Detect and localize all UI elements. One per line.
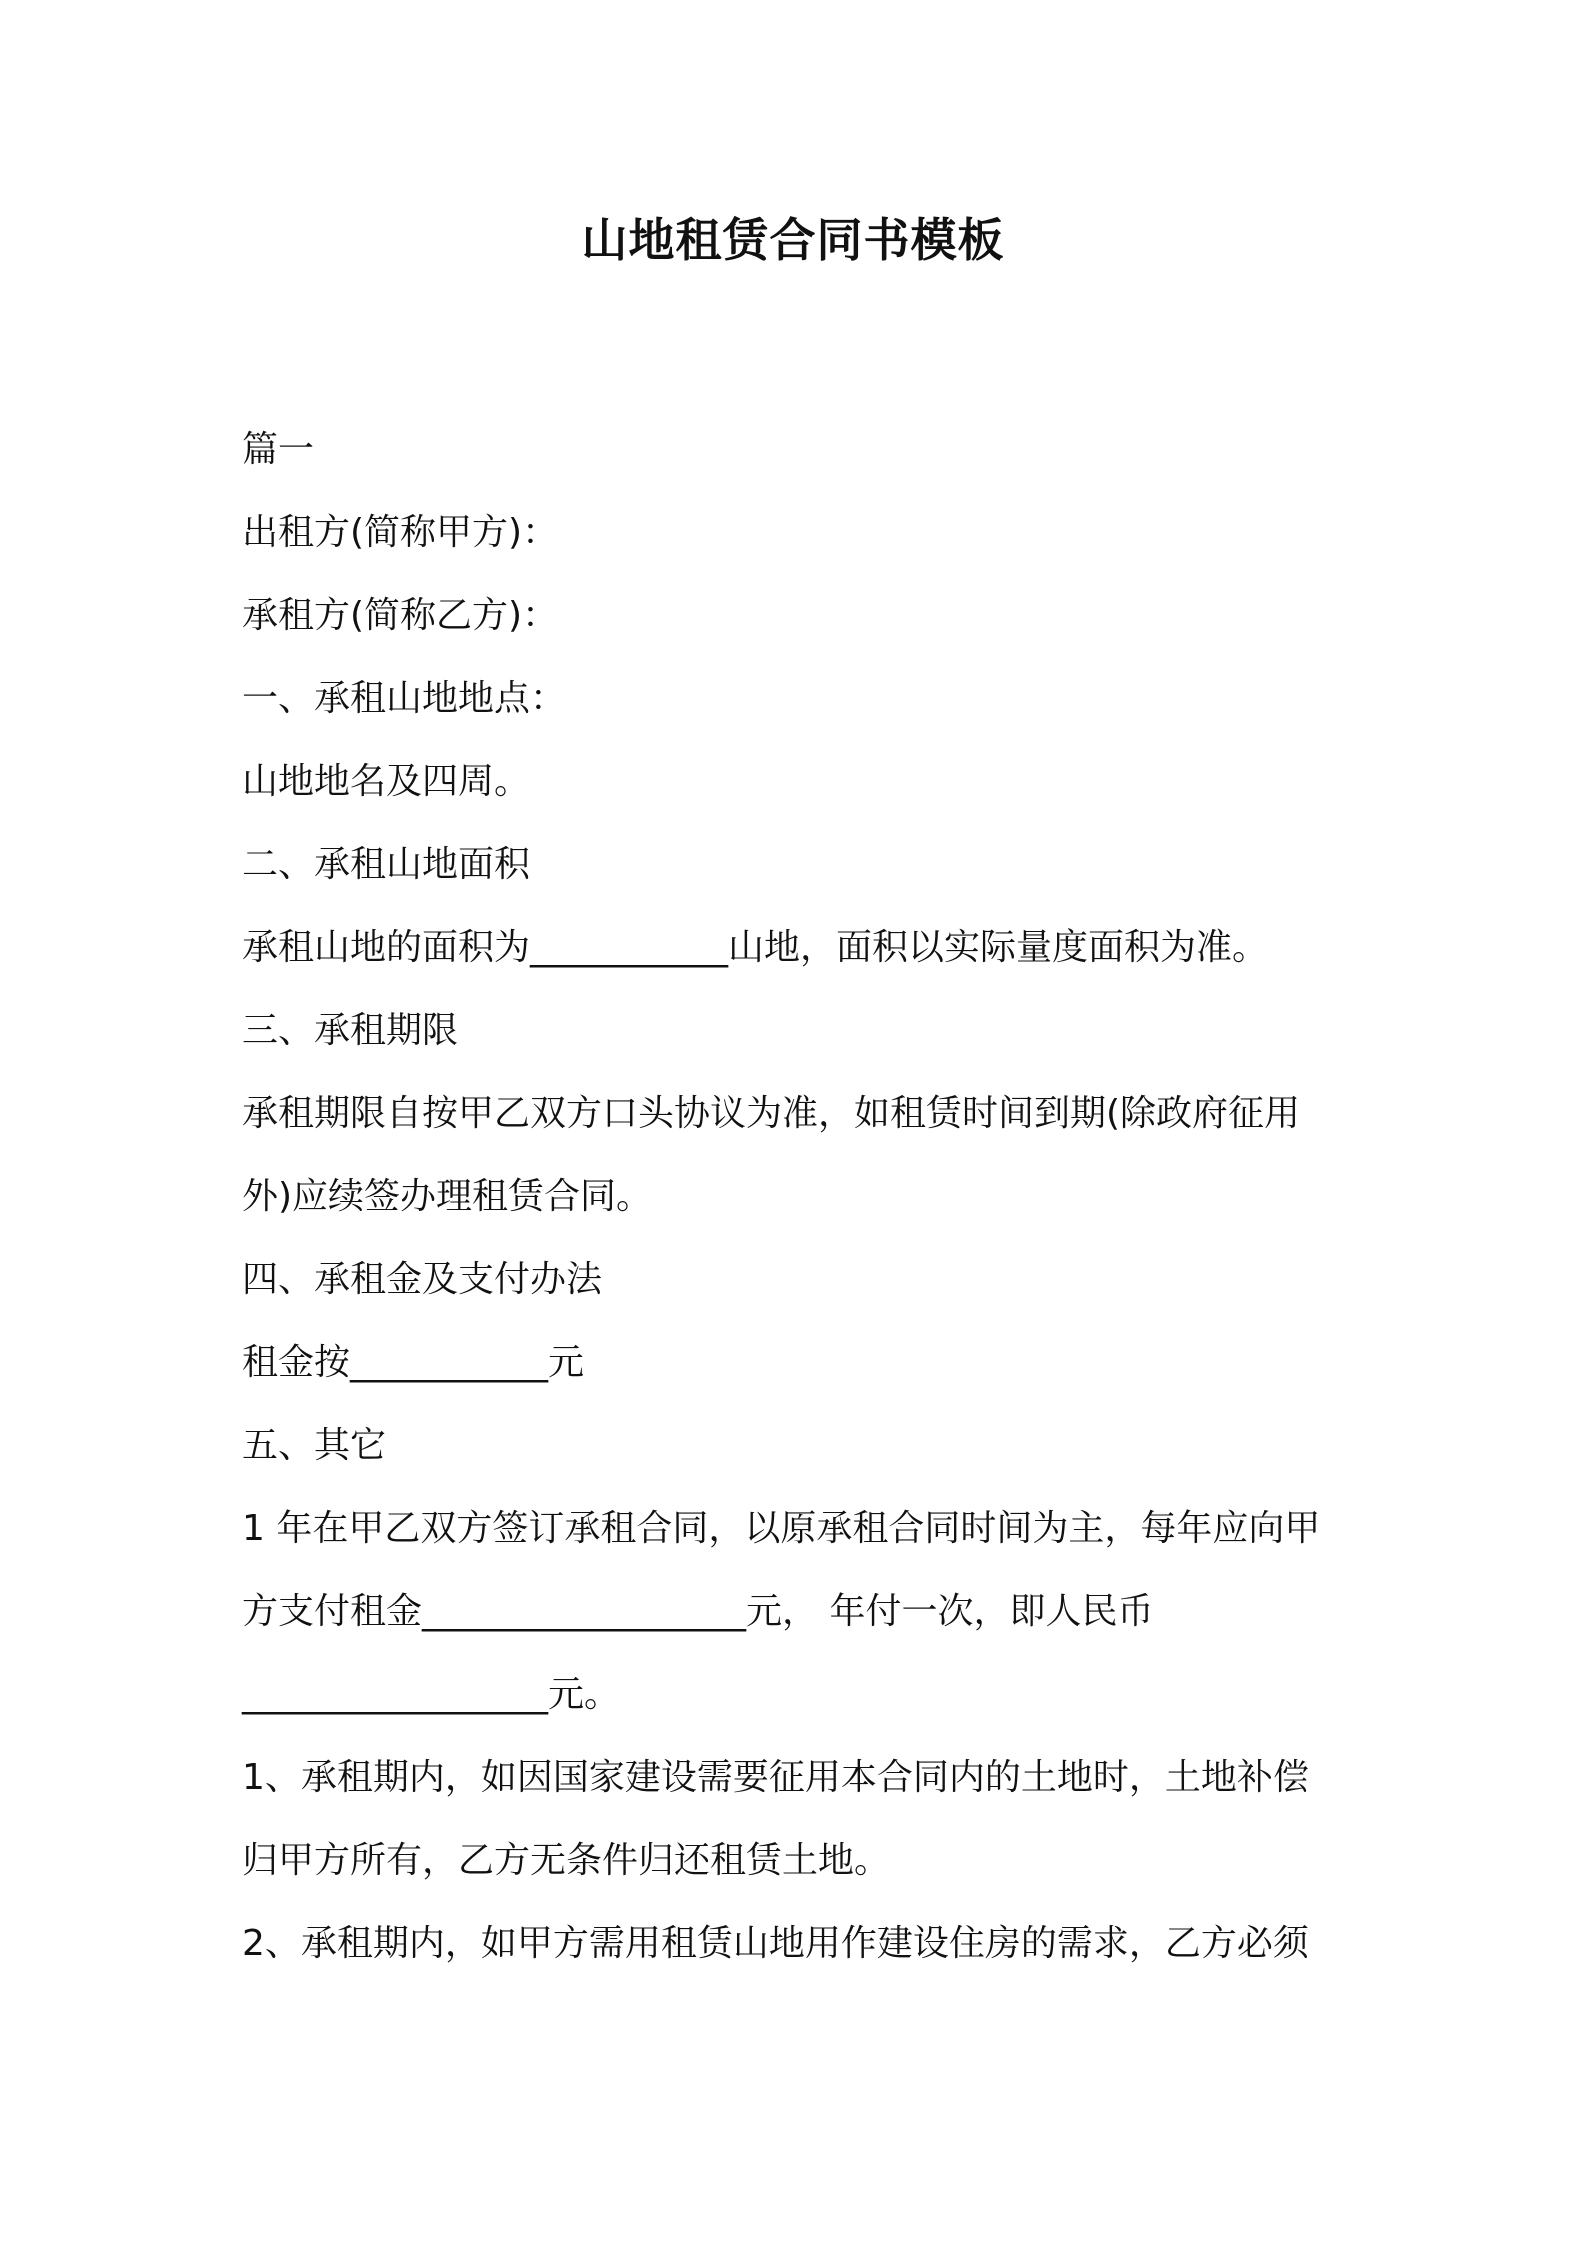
document-body (242, 408, 1362, 1985)
clause-text-other-1: 1 年在甲乙双方签订承租合同，以原承租合同时间为主，每年应向甲 (242, 1508, 1321, 1549)
clause-text-other-3: _________________元。 (242, 1674, 621, 1715)
lessor-line: 出租方(简称甲方)： (242, 512, 559, 553)
clause-heading-area: 二、承租山地面积 (242, 844, 531, 885)
document-title: 山地租赁合同书模板 (581, 213, 1005, 267)
clause-heading-rent: 四、承租金及支付办法 (242, 1259, 603, 1300)
clause-item-1-a: 1、承租期内，如因国家建设需要征用本合同内的土地时，土地补偿 (242, 1757, 1309, 1798)
clause-heading-other: 五、其它 (242, 1425, 387, 1466)
clause-item-2-a: 2、承租期内，如甲方需用租赁山地用作建设住房的需求，乙方必须 (242, 1923, 1309, 1964)
section-label: 篇一 (242, 429, 315, 470)
clause-text-other-2: 方支付租金__________________元， 年付一次，即人民币 (242, 1591, 1154, 1632)
clause-text-term-1: 承租期限自按甲乙双方口头协议为准，如租赁时间到期(除政府征用 (242, 1093, 1301, 1134)
lessee-line: 承租方(简称乙方)： (242, 595, 559, 636)
clause-text-area: 承租山地的面积为___________山地，面积以实际量度面积为准。 (242, 927, 1269, 968)
clause-text-location: 山地地名及四周。 (242, 761, 531, 802)
clause-heading-term: 三、承租期限 (242, 1010, 459, 1051)
clause-item-1-b: 归甲方所有，乙方无条件归还租赁土地。 (242, 1840, 891, 1881)
clause-text-term-2: 外)应续签办理租赁合同。 (242, 1176, 653, 1217)
clause-heading-location: 一、承租山地地点： (242, 678, 567, 719)
clause-text-rent: 租金按___________元 (242, 1342, 585, 1383)
